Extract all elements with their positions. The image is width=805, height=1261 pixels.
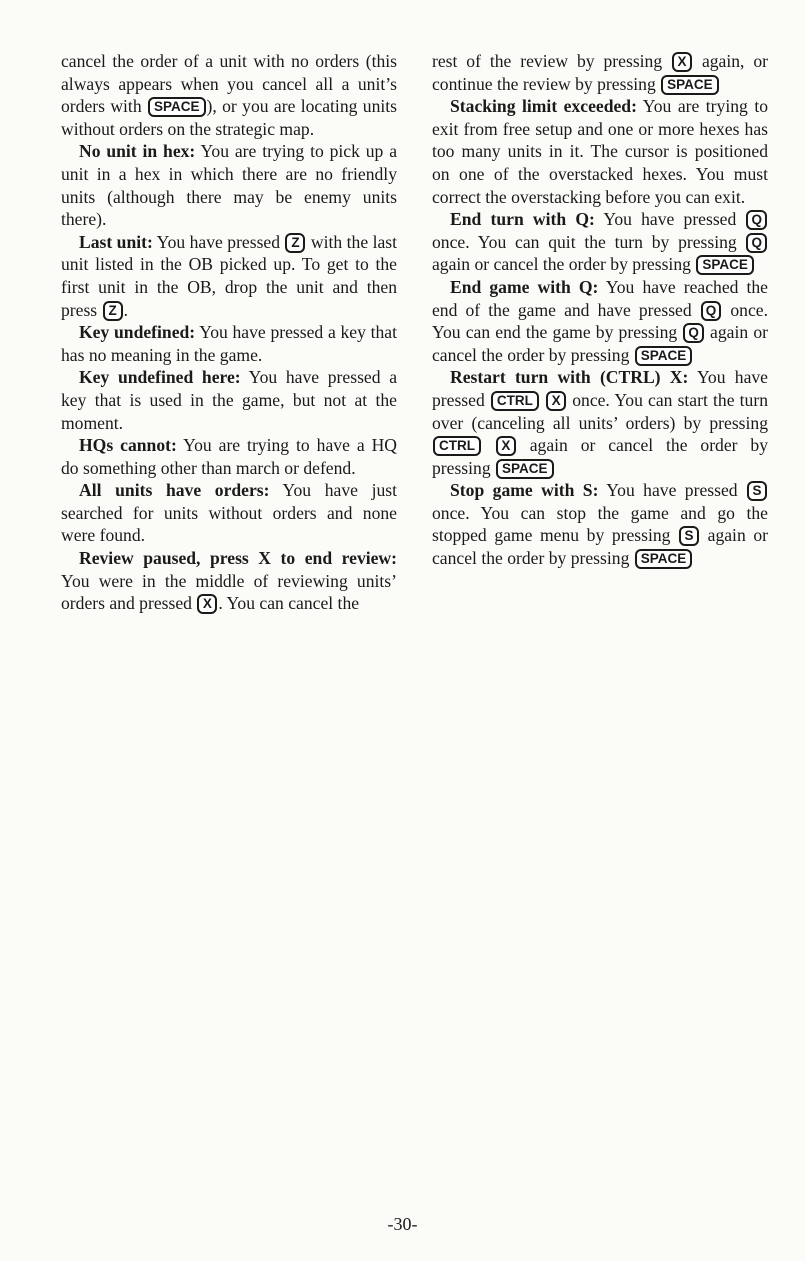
body-text: You are trying to pick up a unit in a hex in which there are no friendly units (although there may be enemy units there). [61, 141, 398, 230]
paragraph-cont [61, 50, 397, 140]
body-text: once. You can quit the turn by pressing [432, 231, 746, 252]
key-cap-q: Q [683, 323, 704, 343]
body-text: again or cancel the order by pressing [432, 322, 768, 365]
body-text: You are trying to exit from free setup and one or more hexes has too many units in it. The cursor is positioned on one of the overstacked hexes. You must correct the overstacking before you can exit. [432, 96, 769, 207]
key-cap-q: Q [746, 210, 767, 230]
body-text: again or cancel the order by pressing [432, 435, 768, 478]
key-cap-x: X [546, 391, 566, 411]
message-term: Review paused, press X to end review: [79, 548, 397, 569]
paragraph-end-game [432, 276, 768, 366]
paragraph-all-units [61, 479, 397, 547]
key-cap-s: S [679, 526, 699, 546]
paragraph-key-undefined-here [61, 366, 397, 434]
key-cap-z: Z [103, 301, 123, 321]
paragraph-key-undefined [61, 321, 397, 366]
left-column [61, 50, 397, 615]
body-text: You have reached the end of the game and have pressed [432, 276, 768, 320]
message-term: Key undefined here: [79, 367, 241, 388]
key-cap-q: Q [746, 233, 767, 253]
paragraph-review-paused [61, 547, 397, 615]
body-text: once. You can end the game by pressing [432, 299, 768, 343]
key-cap-space: SPACE [635, 346, 693, 366]
body-text: again, or continue the review by pressing [432, 51, 768, 94]
paragraph-end-turn [432, 208, 768, 276]
body-text [482, 435, 495, 455]
body-text: again or cancel the order by pressing [432, 254, 696, 275]
key-cap-x: X [672, 52, 692, 72]
paragraph-review-cont [432, 50, 768, 95]
body-text: . You can cancel the [218, 593, 360, 614]
key-cap-space: SPACE [496, 459, 554, 479]
paragraph-stop-game [432, 479, 768, 569]
body-text: cancel the order of a unit with no orders (this always appears when you cancel all a unit’s orders with [61, 51, 397, 117]
body-text: rest of the review by pressing [432, 51, 672, 71]
key-cap-z: Z [285, 233, 305, 253]
body-text [540, 390, 545, 410]
message-term: Last unit: [79, 231, 153, 252]
message-term: No unit in hex: [79, 141, 196, 162]
body-text: You have pressed [594, 209, 746, 230]
body-text: You have pressed [598, 480, 746, 501]
message-term: HQs cannot: [79, 435, 177, 456]
body-text: You have just searched for units without orders and none were found. [61, 480, 397, 546]
body-text: You were in the middle of reviewing units’ orders and pressed [61, 570, 397, 614]
key-cap-ctrl: CTRL [491, 391, 539, 411]
message-term: Key undefined: [79, 322, 196, 343]
body-text: ), or you are locating units without orders on the strategic map. [61, 96, 397, 139]
body-text: You have pressed a key that is used in the game, but not at the moment. [61, 367, 397, 433]
paragraph-restart-turn [432, 366, 768, 479]
body-text: with the last unit listed in the OB picked up. To get to the first unit in the OB, drop the unit and then press [61, 231, 398, 320]
body-text: You are trying to have a HQ do something other than march or defend. [61, 435, 397, 478]
key-cap-s: S [747, 481, 767, 501]
key-cap-ctrl: CTRL [433, 436, 481, 456]
message-term: Stacking limit exceeded: [450, 96, 637, 117]
body-text: You have pressed [432, 367, 768, 410]
message-term: All units have orders: [79, 480, 270, 501]
message-term: End game with Q: [450, 276, 599, 297]
key-cap-space: SPACE [148, 97, 206, 117]
body-text: once. You can start the turn over (canceling all units’ orders) by pressing [432, 389, 768, 433]
key-cap-space: SPACE [661, 75, 719, 95]
key-cap-x: X [197, 594, 217, 614]
message-term: End turn with Q: [450, 209, 595, 230]
paragraph-last-unit [61, 231, 397, 321]
body-text: You have pressed [152, 231, 285, 252]
right-column [432, 50, 768, 570]
body-text: . [123, 299, 128, 320]
paragraph-stacking [432, 95, 768, 208]
key-cap-space: SPACE [696, 255, 754, 275]
key-cap-q: Q [701, 301, 722, 321]
key-cap-x: X [496, 436, 516, 456]
body-text: again or cancel the order by pressing [432, 525, 768, 569]
page-number: -30- [387, 1214, 418, 1234]
key-cap-space: SPACE [635, 549, 693, 569]
message-term: Stop game with S: [450, 480, 599, 501]
body-text: You have pressed a key that has no meaning in the game. [61, 322, 397, 365]
body-text: once. You can stop the game and go the stopped game menu by pressing [432, 502, 768, 546]
message-term: Restart turn with (CTRL) X: [450, 367, 689, 388]
paragraph-no-unit [61, 140, 397, 230]
paragraph-hqs-cannot [61, 434, 397, 479]
